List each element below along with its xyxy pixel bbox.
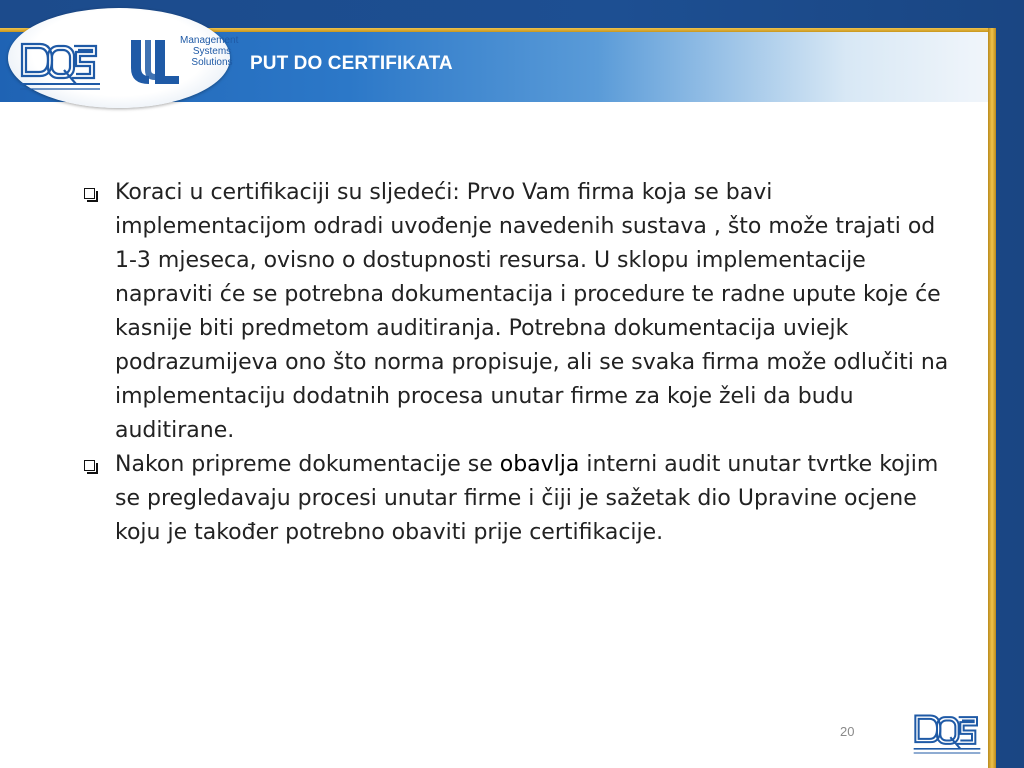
ul-logo-line-3: Solutions (191, 57, 233, 68)
checkbox-bullet-icon (84, 188, 95, 199)
right-gold-border (988, 28, 996, 768)
ul-logo-text (180, 35, 244, 68)
slide-body (80, 176, 950, 550)
dqs-logo-icon (18, 34, 102, 96)
checkbox-bullet-icon (84, 460, 95, 471)
bullet-1-text: Koraci u certifikaciji su sljedeći: Prvo Vam firma koja se bavi implementacijom odradi uvođenje navedenih sustava , što može trajati od 1-3 mjeseca, ovisno o dostupnosti resursa. U sklopu implementacije napraviti će se potrebna dokumentacija i procedure te radne upute koje će kasnije biti predmetom auditiranja. Potrebna dokumentacija uviejk podrazumijeva ono što norma propisuje, ali se svaka firma može odlučiti na implementaciju dodatnih procesa unutar firme za koje želi da budu auditirane. (115, 180, 949, 443)
ul-logo-line-1: Management (180, 35, 239, 46)
footer-dqs-logo-icon (912, 707, 982, 759)
bullet-item (80, 176, 950, 448)
bullet-text (115, 448, 950, 550)
bullet-text (115, 176, 950, 448)
bullet-2-highlight: obavlja (499, 452, 580, 477)
bullet-item (80, 448, 950, 550)
bullet-2-text-after: interni audit unutar tvrtke kojim se pregledavaju procesi unutar firme i čiji je sažetak dio Upravine ocjene koju je također potrebno obaviti prije certifikacije. (115, 452, 939, 545)
ul-logo-line-2: Systems (192, 46, 232, 57)
ul-logo-icon (127, 36, 183, 88)
slide-title: PUT DO CERTIFIKATA (250, 53, 453, 74)
bullet-2-text-before: Nakon pripreme dokumentacije se (115, 452, 500, 477)
page-number: 20 (840, 724, 855, 739)
